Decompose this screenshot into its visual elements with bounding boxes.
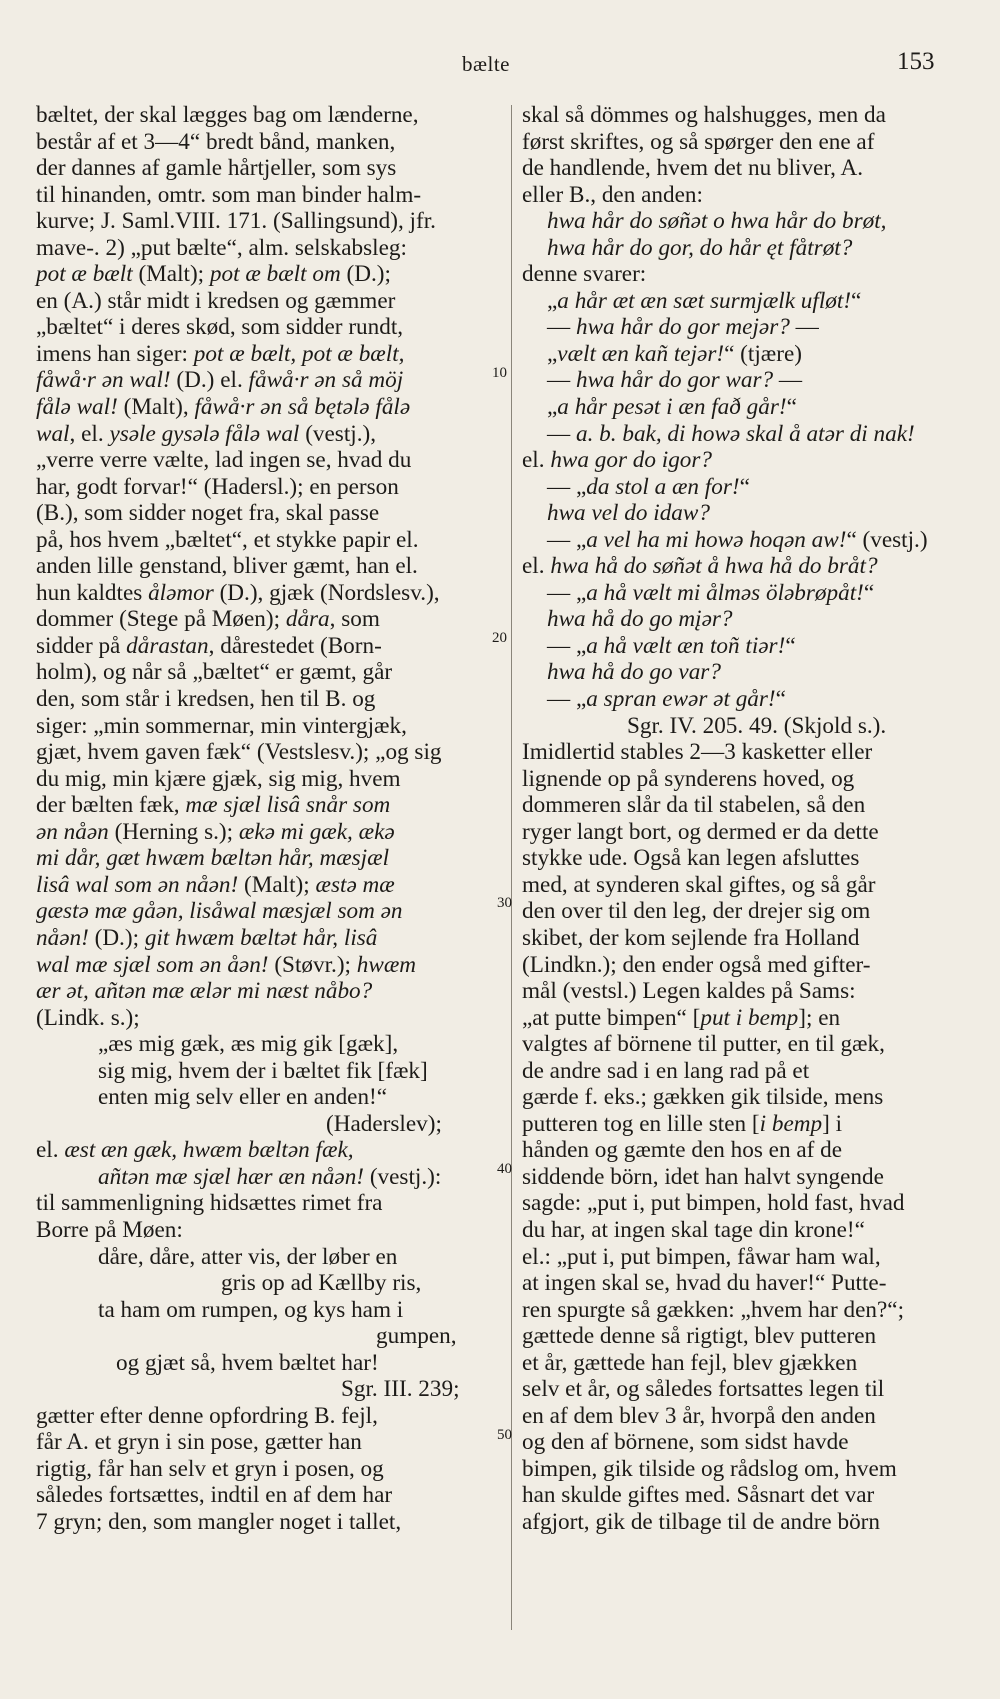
text-line: nåən! (D.); git hwæm bæltət hår, lisâ <box>36 924 378 951</box>
text-line: stykke ude. Også kan legen afsluttes <box>522 845 860 872</box>
text-line: lisâ wal som ən nåən! (Malt); æstə mæ <box>36 871 395 898</box>
text-line: der dannes af gamle hårtjeller, som sys <box>36 155 397 182</box>
line-number: 50 <box>497 1427 512 1443</box>
text-line: — „a hå vælt mi ålməs öləbrøpåt!“ <box>547 579 875 606</box>
text-line: imens han siger: pot æ bælt, pot æ bælt, <box>36 340 405 367</box>
text-line: han skulde giftes med. Såsnart det var <box>522 1482 875 1509</box>
text-line: den over til den leg, der drejer sig om <box>522 898 871 925</box>
text-line: rigtig, får han selv et gryn i posen, og <box>36 1455 384 1482</box>
text-line: el.: „put i, put bimpen, fåwar ham wal, <box>522 1243 881 1270</box>
left-column <box>36 102 506 1536</box>
text-line: mi dår, gæt hwæm bæltən hår, mæsjæl <box>36 845 390 872</box>
line-number: 40 <box>497 1161 512 1177</box>
text-line: putteren tog en lille sten [i bemp] i <box>522 1110 843 1137</box>
text-line: hwa hår do søñət o hwa hår do brøt, <box>547 208 887 235</box>
text-line: gættede denne så rigtigt, blev putteren <box>522 1323 877 1350</box>
line-number: 30 <box>497 895 512 911</box>
text-line: sig mig, hvem der i bæltet fik [fæk] <box>98 1057 428 1084</box>
text-line: eller B., den anden: <box>522 181 703 208</box>
text-line: hun kaldtes åləmor (D.), gjæk (Nordslesv.), <box>36 579 440 606</box>
text-line: dommer (Stege på Møen); dåra, som <box>36 606 380 633</box>
text-line: pot æ bælt (Malt); pot æ bælt om (D.); <box>36 261 391 288</box>
text-line: en af dem blev 3 år, hvorpå den anden <box>522 1402 876 1429</box>
text-line: Borre på Møen: <box>36 1216 183 1243</box>
text-line: „bæltet“ i deres skød, som sidder rundt, <box>36 314 404 341</box>
text-line: til sammenligning hidsættes rimet fra <box>36 1190 383 1217</box>
text-line: „a hår æt æn sæt surmjælk ufløt!“ <box>547 287 862 314</box>
text-line: wal, el. ysəle gysələ fålə wal (vestj.), <box>36 420 377 447</box>
text-line: med, at synderen skal giftes, og så går <box>522 871 876 898</box>
text-line: får A. et gryn i sin pose, gætter han <box>36 1429 362 1456</box>
text-line: „verre verre vælte, lad ingen se, hvad du <box>36 447 412 474</box>
text-line: mål (vestsl.) Legen kaldes på Sams: <box>522 978 856 1005</box>
text-line: sidder på dårastan, dårestedet (Born- <box>36 632 382 659</box>
text-line: et år, gættede han fejl, blev gjækken <box>522 1349 858 1376</box>
text-line: du mig, min kjære gjæk, sig mig, hvem <box>36 765 401 792</box>
column-divider <box>511 105 512 1630</box>
text-line: bimpen, gik tilside og rådslog om, hvem <box>522 1455 897 1482</box>
text-line: selv et år, og således fortsattes legen til <box>522 1376 885 1403</box>
text-line: ən nåən (Herning s.); ækə mi gæk, ækə <box>36 818 395 845</box>
text-line: Sgr. IV. 205. 49. (Skjold s.). <box>627 712 887 739</box>
text-line: holm), og når så „bæltet“ er gæmt, går <box>36 659 393 686</box>
running-head-word: bælte <box>462 52 510 76</box>
text-line: de handlende, hvem det nu bliver, A. <box>522 155 863 182</box>
text-line: Sgr. III. 239; <box>341 1376 460 1403</box>
text-line: el. hwa hå do søñət å hwa hå do bråt? <box>522 553 878 580</box>
text-line: en (A.) står midt i kredsen og gæmmer <box>36 287 396 314</box>
text-line: — a. b. bak, di howə skal å atər di nak! <box>547 420 915 447</box>
text-line: enten mig selv eller en anden!“ <box>98 1084 388 1111</box>
text-line: ær ət, añtən mæ ælər mi næst nåbo? <box>36 978 373 1005</box>
text-line: — hwa hår do gor war? — <box>547 367 803 394</box>
text-line: — „da stol a æn for!“ <box>547 473 750 500</box>
running-head <box>0 48 1000 88</box>
text-line: — hwa hår do gor mejər? — <box>547 314 819 341</box>
text-line: valgtes af börnene til putter, en til gæk, <box>522 1031 885 1058</box>
text-line: du har, at ingen skal tage din krone!“ <box>522 1216 865 1243</box>
text-line: — „a spran ewər ət går!“ <box>547 686 786 713</box>
text-line: (B.), som sidder noget fra, skal passe <box>36 500 380 527</box>
text-line: sagde: „put i, put bimpen, hold fast, hvad <box>522 1190 905 1217</box>
text-line: og den af börnene, som sidst havde <box>522 1429 849 1456</box>
right-column <box>522 102 967 1536</box>
text-line: fåwå·r ən wal! (D.) el. fåwå·r ən så möj <box>36 367 404 394</box>
text-line: gærde f. eks.; gækken gik tilside, mens <box>522 1084 884 1111</box>
text-line: hånden og gæmte den hos en af de <box>522 1137 843 1164</box>
text-line: „vælt æn kañ tejər!“ (tjære) <box>547 340 802 367</box>
text-line: gjæt, hvem gaven fæk“ (Vestslesv.); „og sig <box>36 739 442 766</box>
text-line: består af et 3—4“ bredt bånd, manken, <box>36 128 396 155</box>
text-line: skal så dömmes og halshugges, men da <box>522 102 886 128</box>
text-line: ta ham om rumpen, og kys ham i <box>98 1296 404 1323</box>
text-line: gumpen, <box>376 1323 457 1350</box>
text-line: således fortsættes, indtil en af dem har <box>36 1482 393 1509</box>
text-line: el. hwa gor do igor? <box>522 447 713 474</box>
text-line: afgjort, gik de tilbage til de andre börn <box>522 1508 881 1535</box>
text-line: der bælten fæk, mæ sjæl lisâ snår som <box>36 792 391 819</box>
text-line: har, godt forvar!“ (Hadersl.); en person <box>36 473 399 500</box>
text-line: siddende börn, idet han halvt syngende <box>522 1163 884 1190</box>
text-line: skibet, der kom sejlende fra Holland <box>522 924 860 951</box>
text-line: 7 gryn; den, som mangler noget i tallet, <box>36 1508 402 1535</box>
text-line: „at putte bimpen“ [put i bemp]; en <box>522 1004 841 1031</box>
text-line: „a hår pesət i æn fað går!“ <box>547 394 797 421</box>
text-line: dåre, dåre, atter vis, der løber en <box>98 1243 398 1270</box>
line-number: 10 <box>492 365 507 381</box>
text-line: denne svarer: <box>522 261 647 288</box>
text-line: siger: „min sommernar, min vintergjæk, <box>36 712 407 739</box>
page-number: 153 <box>897 48 935 75</box>
text-line: gætter efter denne opfordring B. fejl, <box>36 1402 378 1429</box>
text-line: hwa hå do go var? <box>547 659 721 686</box>
text-line: den, som står i kredsen, hen til B. og <box>36 686 376 713</box>
text-line: (Lindkn.); den ender også med gifter- <box>522 951 871 978</box>
text-line: lignende op på synderens hoved, og <box>522 765 855 792</box>
text-line: (Haderslev); <box>326 1110 442 1137</box>
text-line: añtən mæ sjæl hær æn nåən! (vestj.): <box>98 1163 442 1190</box>
text-line: til hinanden, omtr. som man binder halm- <box>36 181 422 208</box>
text-line: og gjæt så, hvem bæltet har! <box>116 1349 379 1376</box>
text-line: hwa hå do go mįər? <box>547 606 733 633</box>
text-line: kurve; J. Saml.VIII. 171. (Sallingsund), jfr. <box>36 208 436 235</box>
text-line: hwa vel do idaw? <box>547 500 710 527</box>
text-line: „æs mig gæk, æs mig gik [gæk], <box>98 1031 399 1058</box>
text-line: gæstə mæ gåən, lisåwal mæsjæl som ən <box>36 898 403 925</box>
text-line: ryger langt bort, og dermed er da dette <box>522 818 879 845</box>
text-line: gris op ad Kællby ris, <box>221 1270 422 1297</box>
text-line: anden lille genstand, bliver gæmt, han el. <box>36 553 418 580</box>
text-line: wal mæ sjæl som ən åən! (Støvr.); hwæm <box>36 951 417 978</box>
text-line: hwa hår do gor, do hår ęt fåtrøt? <box>547 234 853 261</box>
text-line: el. æst æn gæk, hwæm bæltən fæk, <box>36 1137 354 1164</box>
text-line: at ingen skal se, hvad du haver!“ Putte- <box>522 1270 887 1297</box>
text-line: mave-. 2) „put bælte“, alm. selskabsleg: <box>36 234 407 261</box>
text-line: ren spurgte så gækken: „hvem har den?“; <box>522 1296 905 1323</box>
text-line: de andre sad i en lang rad på et <box>522 1057 810 1084</box>
text-line: Imidlertid stables 2—3 kasketter eller <box>522 739 873 766</box>
text-line: bæltet, der skal lægges bag om lænderne, <box>36 102 419 128</box>
line-number: 20 <box>492 630 507 646</box>
text-line: — „a vel ha mi howə hoqən aw!“ (vestj.) <box>547 526 928 553</box>
text-line: dommeren slår da til stabelen, så den <box>522 792 866 819</box>
text-line: (Lindk. s.); <box>36 1004 140 1031</box>
text-line: på, hos hvem „bæltet“, et stykke papir el. <box>36 526 419 553</box>
text-line: fålə wal! (Malt), fåwå·r ən så bętələ fålə <box>36 394 411 421</box>
text-line: først skriftes, og så spørger den ene af <box>522 128 875 155</box>
text-line: — „a hå vælt æn toñ tiər!“ <box>547 632 796 659</box>
